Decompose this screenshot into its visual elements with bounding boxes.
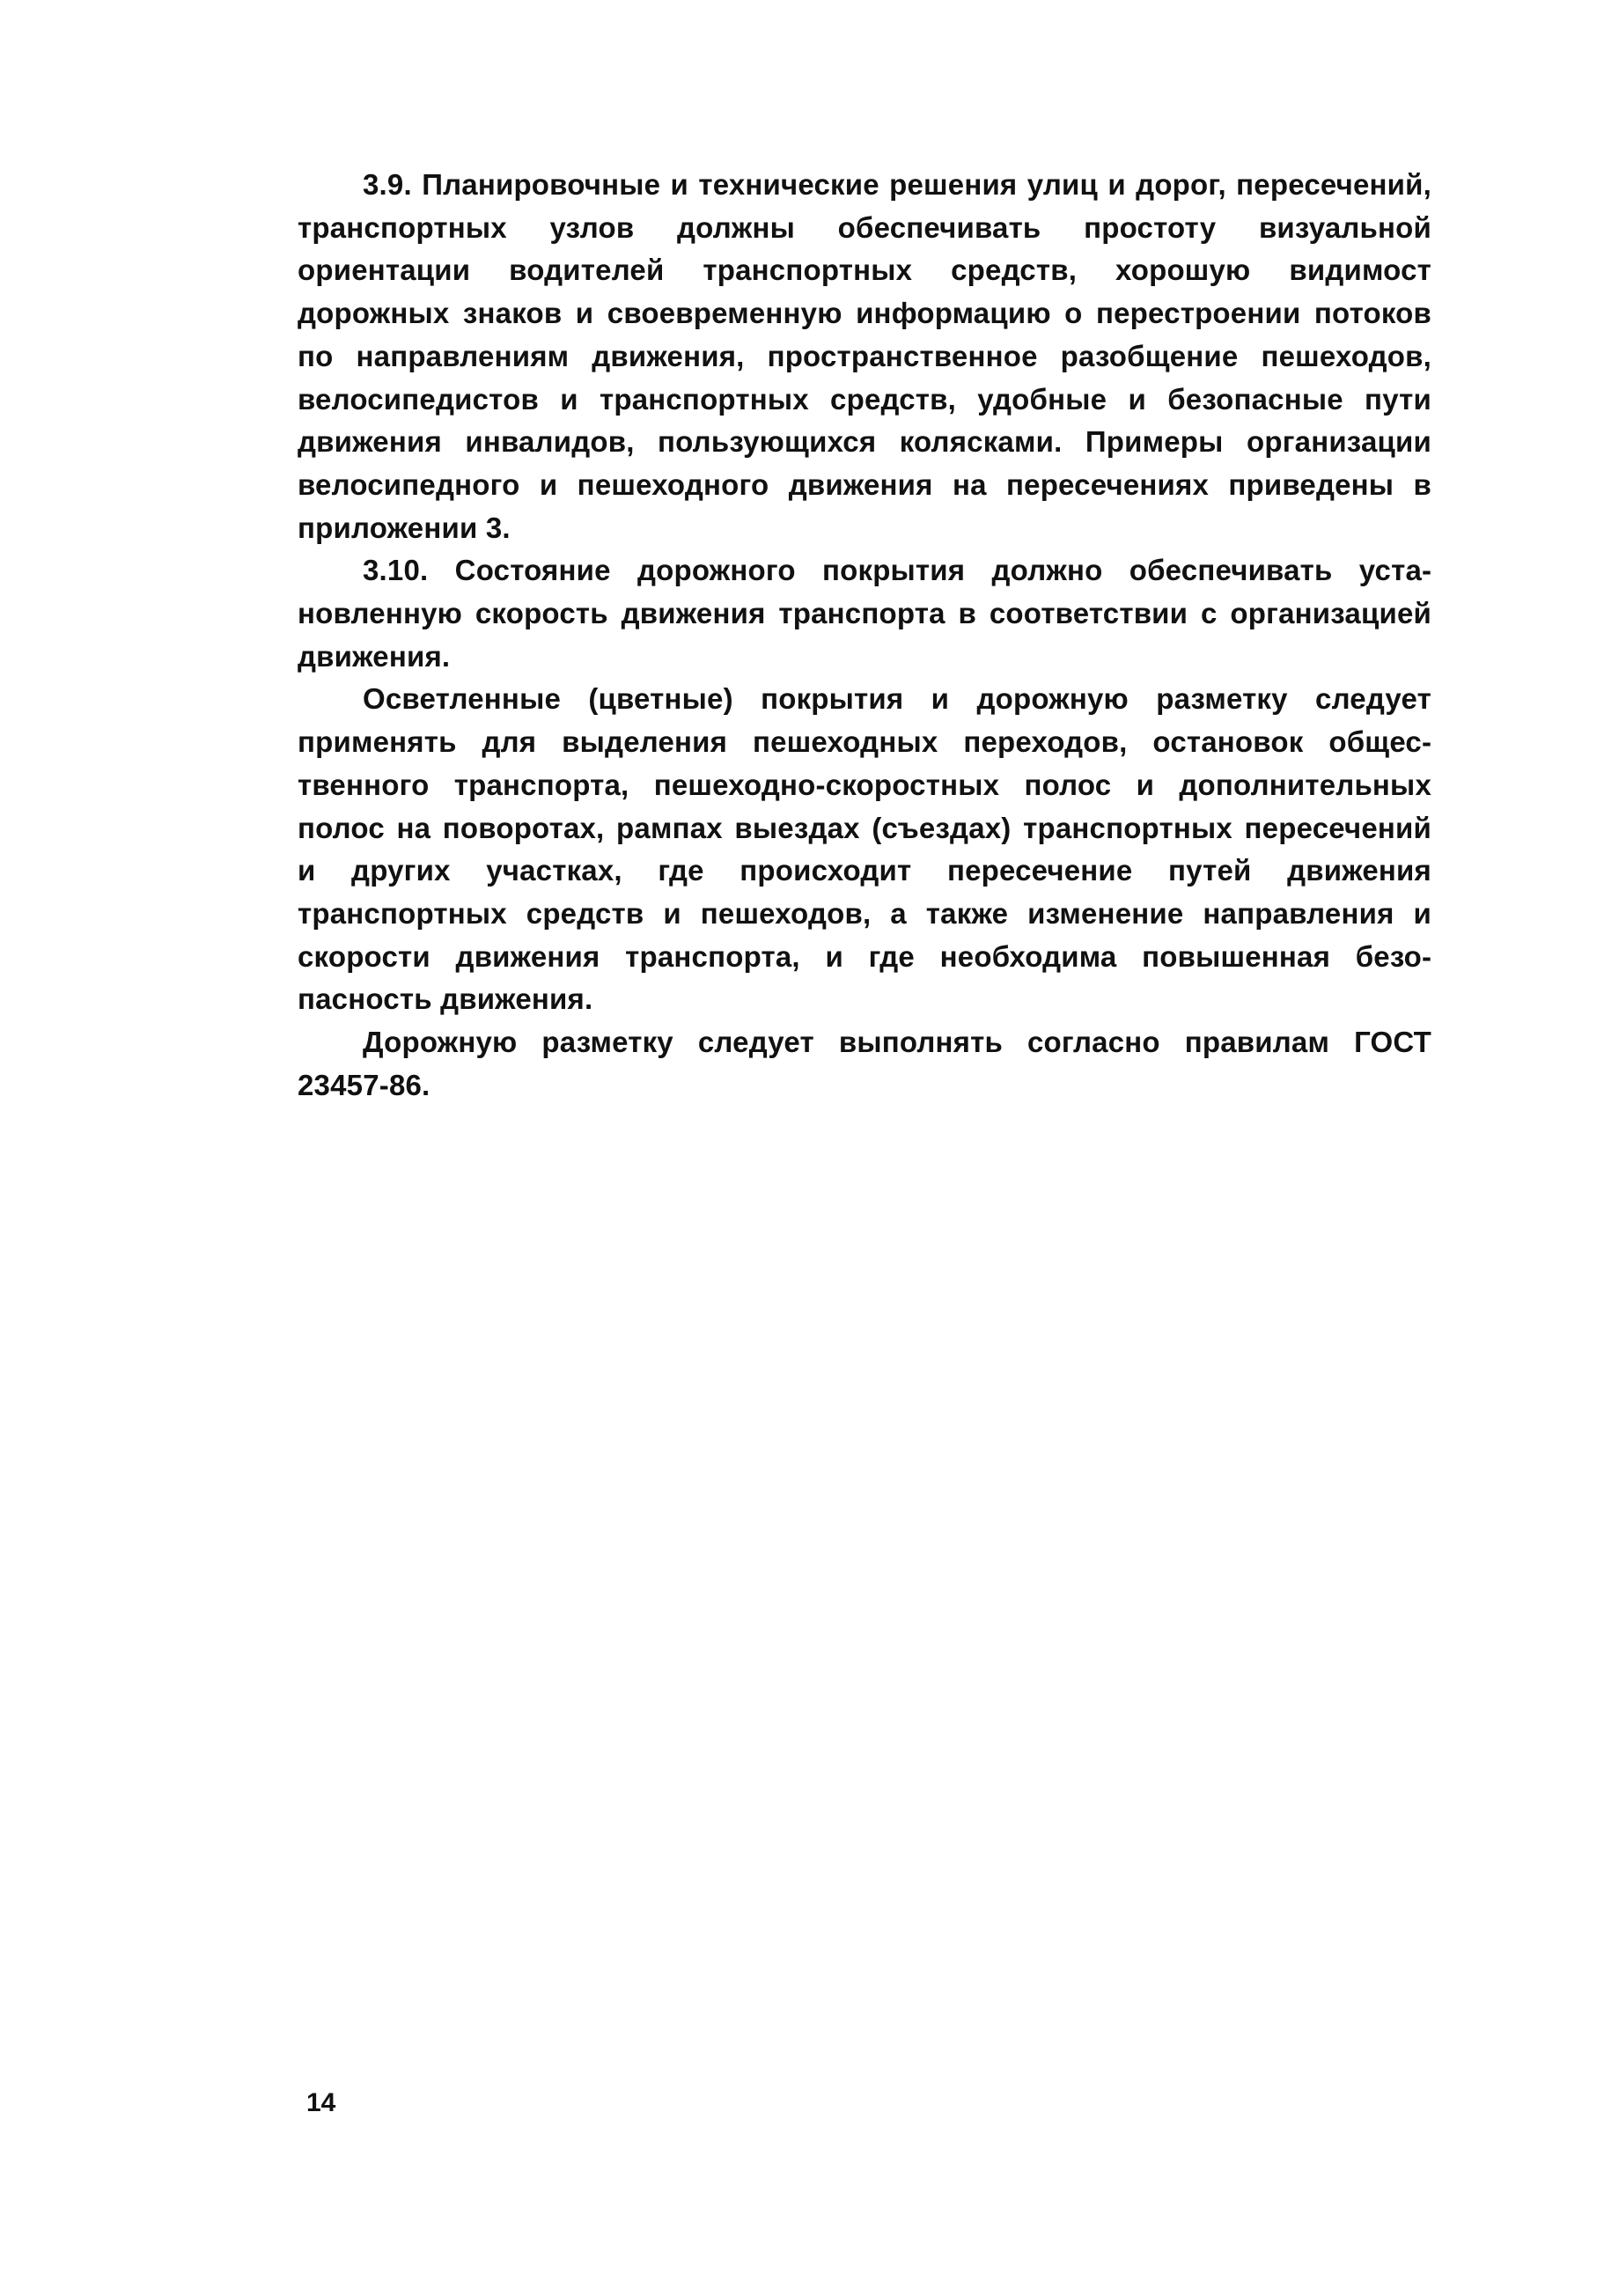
body-text: [298, 164, 1431, 1107]
paragraph-3-10: 3.10. Состояние дорожного покрытия должно обеспечивать установленную скорость движения транспорта в соответствии с организацией движения.: [298, 554, 1431, 673]
paragraph-road-marking: Дорожную разметку следует выполнять согласно правилам ГОСТ 23457-86.: [298, 1026, 1431, 1101]
paragraph-3-9: 3.9. Планировочные и технические решения улиц и дорог, пересечений, транспортных узлов должны обеспечивать простоту визуальной ориентации водителей транспортных средств, хорошую видимост дорожных знаков и своевременную информацию о перестроении потоков по направлениям движения, пространственное разобщение пешеходов, велосипедистов и транспортных средств, удобные и безопасные пути движения инвалидов, пользующихся колясками. Примеры организации велосипедного и пешеходного движения на пересечениях приведены в приложении 3.: [298, 168, 1431, 544]
paragraph-colored-coatings: Осветленные (цветные) покрытия и дорожную разметку следует применять для выделения пешеходных переходов, остановок общественного транспорта, пешеходно-скоростных полос и дополнительных полос на поворотах, рампах выездах (съездах) транспортных пересечений и других участках, где происходит пересечение путей движения транспортных средств и пешеходов, а также изменение направления и скорости движения транспорта, и где необходима повышенная безопасность движения.: [298, 682, 1431, 1016]
page-number: 14: [306, 2088, 336, 2117]
